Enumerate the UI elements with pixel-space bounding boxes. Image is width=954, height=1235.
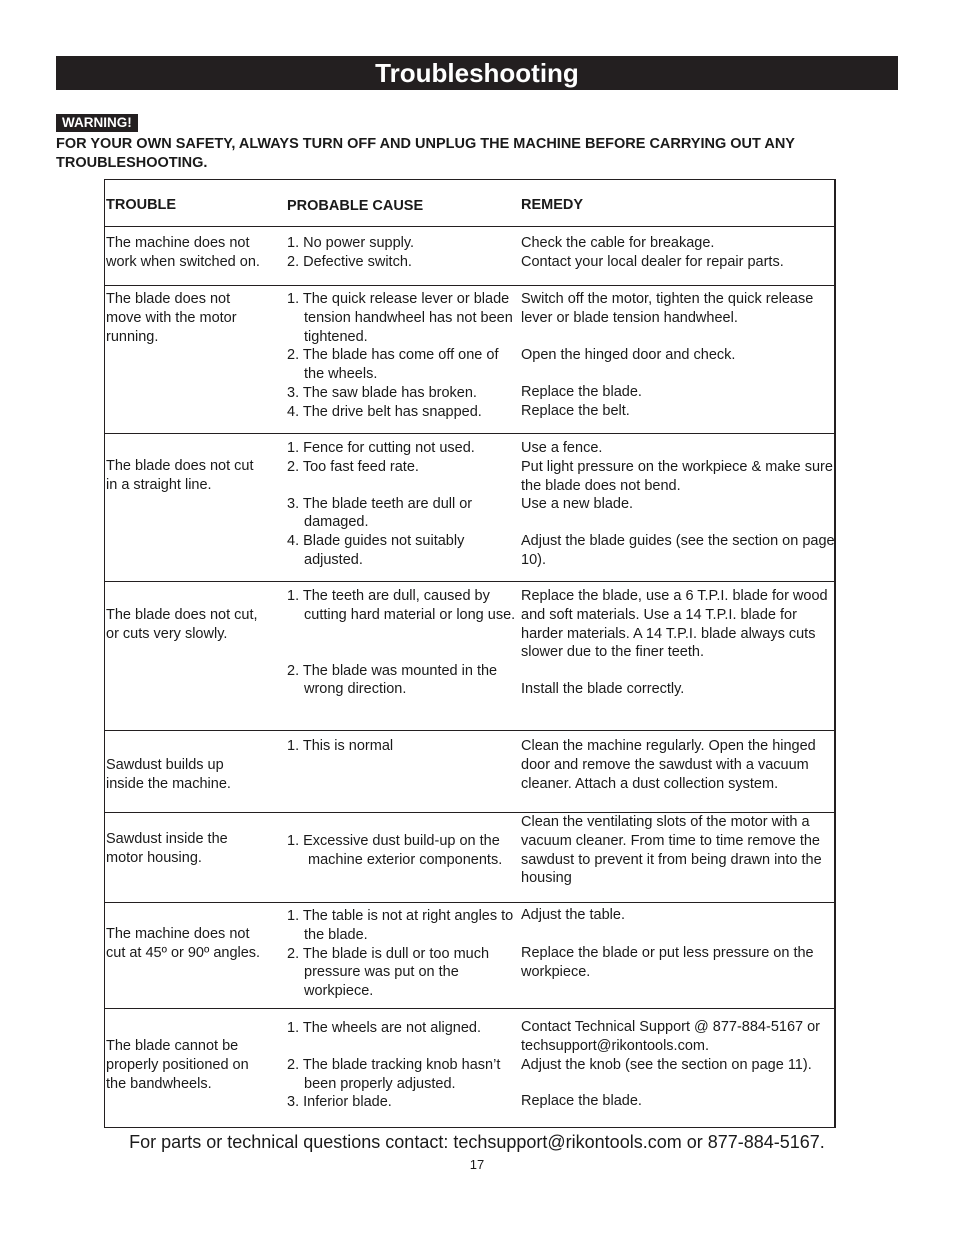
table-row xyxy=(105,582,834,731)
trouble-cell: The machine does not work when switched on. xyxy=(106,235,260,270)
cause-cell: 1. The table is not at right angles to the blade. 2. The blade is dull or too much pressure was put on the workpiece. xyxy=(287,908,514,1000)
cause-cell: 1. The teeth are dull, caused by cutting hard material or long use. 2. The blade was mounted in the wrong direction. xyxy=(287,588,516,698)
cause-cell: 1. No power supply. 2. Defective switch. xyxy=(287,235,415,270)
remedy-cell: Use a fence. Put light pressure on the workpiece & make sure the blade does not bend. Use a new blade. Adjust the blade guides (see the section on page 10). xyxy=(521,440,835,568)
table-row xyxy=(105,731,834,813)
warning-text: FOR YOUR OWN SAFETY, ALWAYS TURN OFF AND UNPLUG THE MACHINE BEFORE CARRYING OUT ANY TROUBLESHOOTING. xyxy=(56,136,795,171)
header-probable-cause: PROBABLE CAUSE xyxy=(287,198,424,214)
table-header xyxy=(105,180,834,227)
trouble-cell: The blade does not cut in a straight line. xyxy=(106,458,254,493)
table-row xyxy=(105,903,834,1009)
page-title: Troubleshooting xyxy=(56,56,898,90)
remedy-cell: Contact Technical Support @ 877-884-5167 or techsupport@rikontools.com. Adjust the knob (see the section on page 11). Replace the blade. xyxy=(521,1019,820,1110)
trouble-cell: The blade does not move with the motor running. xyxy=(106,291,237,345)
table-row xyxy=(105,226,834,286)
troubleshooting-table xyxy=(104,179,836,1128)
trouble-cell: The machine does not cut at 45º or 90º angles. xyxy=(106,926,261,961)
page-number: 17 xyxy=(469,1157,485,1172)
table-row xyxy=(105,1009,834,1127)
remedy-cell: Adjust the table. Replace the blade or put less pressure on the workpiece. xyxy=(521,907,814,980)
trouble-cell: Sawdust inside the motor housing. xyxy=(106,831,228,866)
trouble-cell: The blade cannot be properly positioned on the bandwheels. xyxy=(106,1038,249,1092)
remedy-cell: Clean the machine regularly. Open the hinged door and remove the sawdust with a vacuum cleaner. Attach a dust collection system. xyxy=(521,738,816,792)
warning-badge: WARNING! xyxy=(56,114,138,132)
remedy-cell: Check the cable for breakage. Contact your local dealer for repair parts. xyxy=(521,235,784,270)
header-remedy: REMEDY xyxy=(521,197,584,213)
trouble-cell: The blade does not cut, or cuts very slowly. xyxy=(106,607,258,642)
remedy-cell: Switch off the motor, tighten the quick release lever or blade tension handwheel. Open the hinged door and check. Replace the blade. Replace the belt. xyxy=(521,291,814,420)
remedy-cell: Clean the ventilating slots of the motor with a vacuum cleaner. From time to time remove the sawdust to prevent it from being drawn into the housing xyxy=(521,814,822,887)
cause-cell: 1. This is normal xyxy=(287,738,394,754)
header-trouble: TROUBLE xyxy=(106,197,177,213)
remedy-cell: Replace the blade, use a 6 T.P.I. blade for wood and soft materials. Use a 14 T.P.I. blade for harder materials. A 14 T.P.I. blade always cuts slower due to the finer teeth. Install the blade correctly. xyxy=(521,588,828,698)
contact-footer: For parts or technical questions contact: techsupport@rikontools.com or 877-884-5167. xyxy=(129,1132,825,1152)
cause-cell: 1. Excessive dust build-up on the machine exterior components. xyxy=(287,833,503,868)
trouble-cell: Sawdust builds up inside the machine. xyxy=(106,757,231,792)
cause-cell: 1. The quick release lever or blade tension handwheel has not been tightened. 2. The blade has come off one of the wheels. 3. The saw blade has broken. 4. The drive belt has snapped. xyxy=(287,291,513,420)
table-row xyxy=(105,813,834,903)
table-row xyxy=(105,286,834,434)
cause-cell: 1. The wheels are not aligned. 2. The blade tracking knob hasn’t been properly adjusted. 3. Inferior blade. xyxy=(287,1020,501,1111)
table-row xyxy=(105,434,834,582)
cause-cell: 1. Fence for cutting not used. 2. Too fast feed rate. 3. The blade teeth are dull or damaged. 4. Blade guides not suitably adjusted. xyxy=(287,440,475,568)
